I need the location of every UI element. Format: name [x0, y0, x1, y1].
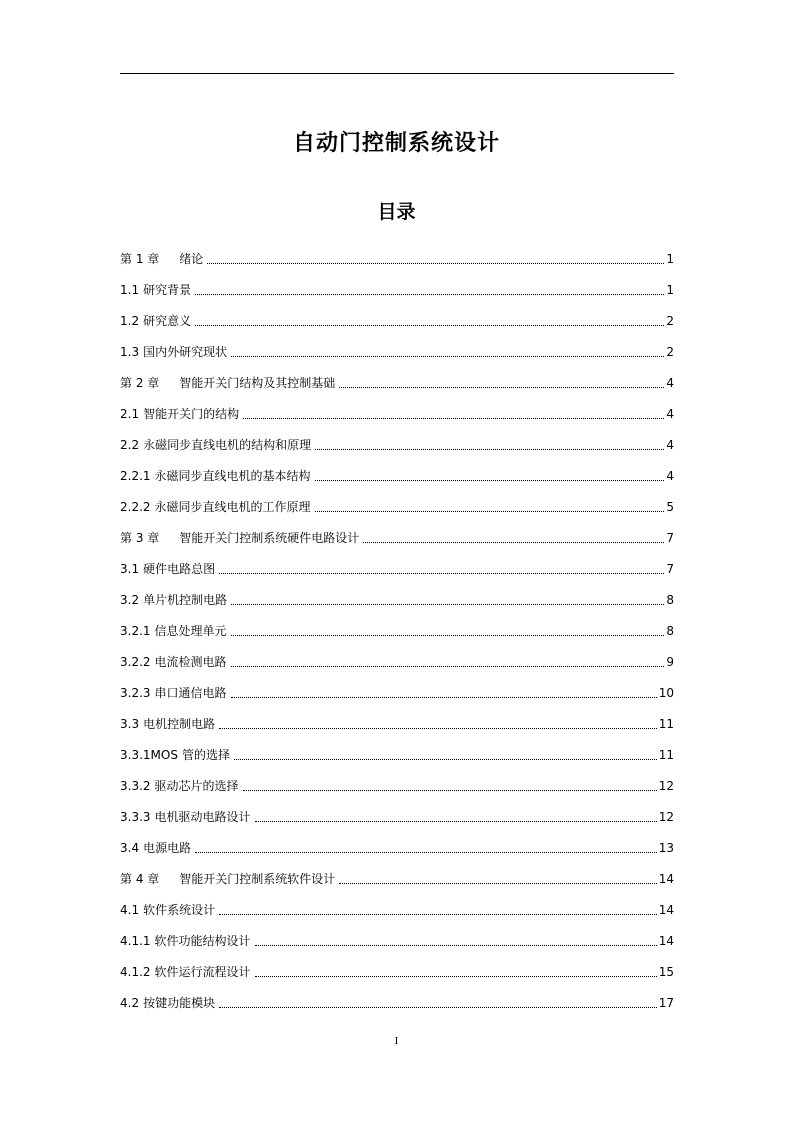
toc-entry-text [120, 311, 193, 331]
toc-entry[interactable] [120, 269, 674, 300]
toc-entry-text [120, 342, 229, 362]
toc-entry-number: 2.2.1 [120, 469, 151, 483]
toc-entry-text [120, 869, 337, 889]
toc-entry[interactable] [120, 641, 674, 672]
toc-entry-label: 电机控制电路 [143, 717, 216, 731]
toc-entry-page: 15 [658, 965, 674, 979]
toc-entry-text [120, 590, 229, 610]
toc-entry-number: 3.3.1MOS [120, 748, 178, 762]
toc-entry-page: 11 [658, 717, 674, 731]
toc-dot-leader [315, 480, 665, 481]
toc-dot-leader [255, 821, 657, 822]
toc-entry-label: 管的选择 [181, 748, 230, 762]
toc-entry[interactable] [120, 579, 674, 610]
toc-heading: 目录 [377, 201, 416, 223]
toc-entry-label: 单片机控制电路 [143, 593, 228, 607]
toc-entry-text [120, 838, 193, 858]
toc-entry-text [120, 962, 253, 982]
toc-dot-leader [231, 697, 657, 698]
toc-entry-number: 3.2 [120, 593, 140, 607]
toc-dot-leader [219, 914, 657, 915]
toc-entry[interactable] [120, 393, 674, 424]
toc-entry[interactable] [120, 331, 674, 362]
toc-dot-leader [339, 883, 656, 884]
toc-entry-text [120, 497, 313, 517]
toc-entry[interactable] [120, 765, 674, 796]
toc-entry[interactable] [120, 858, 674, 889]
toc-entry-label: 电源电路 [143, 841, 192, 855]
toc-entry-text [120, 621, 229, 641]
toc-entry-number: 3.2.3 [120, 686, 151, 700]
toc-entry-page: 11 [658, 748, 674, 762]
toc-entry-number: 2.2.2 [120, 500, 151, 514]
toc-entry-label: 驱动芯片的选择 [154, 779, 239, 793]
toc-dot-leader [231, 666, 665, 667]
document-title: 自动门控制系统设计 [292, 131, 500, 156]
toc-entry-label: 智能开关门控制系统硬件电路设计 [179, 531, 360, 545]
toc-entry[interactable] [120, 455, 674, 486]
toc-entry-label: 信息处理单元 [154, 624, 227, 638]
toc-entry-text [120, 683, 229, 703]
toc-dot-leader [219, 1007, 657, 1008]
toc-entry-page: 14 [658, 903, 674, 917]
toc-dot-leader [231, 635, 665, 636]
toc-dot-leader [255, 976, 657, 977]
toc-entry-text [120, 249, 205, 269]
toc-entry[interactable] [120, 610, 674, 641]
toc-entry[interactable] [120, 486, 674, 517]
toc-entry-page: 2 [666, 314, 674, 328]
toc-entry-label: 智能开关门控制系统软件设计 [179, 872, 336, 886]
toc-dot-leader [231, 604, 664, 605]
toc-entry-text [120, 745, 232, 765]
toc-entry-number: 3.2.1 [120, 624, 151, 638]
toc-entry-page: 7 [666, 562, 674, 576]
toc-entry-number: 2.1 [120, 407, 140, 421]
toc-dot-leader [315, 449, 664, 450]
toc-entry-text [120, 280, 193, 300]
toc-entry-number: 2.2 [120, 438, 140, 452]
toc-dot-leader [231, 356, 664, 357]
toc-entry-text [120, 559, 217, 579]
toc-entry-page: 8 [666, 593, 674, 607]
toc-entry-page: 14 [658, 872, 674, 886]
toc-entry-number: 第 3 章 [120, 531, 160, 545]
toc-entry-label: 电流检测电路 [154, 655, 227, 669]
toc-entry-number: 3.4 [120, 841, 140, 855]
toc-entry[interactable] [120, 827, 674, 858]
toc-entry[interactable] [120, 889, 674, 920]
toc-entry-text [120, 404, 241, 424]
toc-entry-page: 9 [666, 655, 674, 669]
toc-entry-page: 10 [658, 686, 674, 700]
toc-entry-label: 软件系统设计 [143, 903, 216, 917]
toc-dot-leader [195, 325, 664, 326]
toc-entry-label: 永磁同步直线电机的结构和原理 [143, 438, 312, 452]
toc-entry[interactable] [120, 796, 674, 827]
toc-entry-number: 3.1 [120, 562, 140, 576]
toc-entry-text [120, 993, 217, 1013]
toc-entry-page: 12 [658, 810, 674, 824]
toc-entry-page: 1 [666, 283, 674, 297]
toc-dot-leader [234, 759, 657, 760]
toc-entry-number: 3.3.2 [120, 779, 151, 793]
toc-entry-text [120, 466, 313, 486]
toc-entry-number: 4.2 [120, 996, 140, 1010]
toc-entry-number: 3.3 [120, 717, 140, 731]
toc-entry-number: 1.2 [120, 314, 140, 328]
toc-entry-label: 绪论 [179, 252, 204, 266]
toc-dot-leader [219, 728, 657, 729]
toc-entry[interactable] [120, 300, 674, 331]
toc-entry-label: 智能开关门的结构 [143, 407, 240, 421]
page-number: I [394, 1035, 399, 1047]
toc-entry-text [120, 714, 217, 734]
toc-entry-text [120, 652, 229, 672]
toc-entry-page: 8 [666, 624, 674, 638]
header-rule [120, 73, 674, 74]
toc-entry-text [120, 528, 361, 548]
toc-entry-number: 第 1 章 [120, 252, 160, 266]
toc-entry-label: 国内外研究现状 [143, 345, 228, 359]
toc-entry-label: 软件功能结构设计 [154, 934, 251, 948]
toc-entry-label: 电机驱动电路设计 [154, 810, 251, 824]
toc-dot-leader [243, 790, 657, 791]
toc-entry-label: 永磁同步直线电机的基本结构 [154, 469, 311, 483]
toc-entry[interactable] [120, 517, 674, 548]
toc-entry[interactable] [120, 362, 674, 393]
toc-entry-label: 永磁同步直线电机的工作原理 [154, 500, 311, 514]
toc-entry-text [120, 776, 241, 796]
toc-entry-page: 4 [666, 469, 674, 483]
toc-entry-text [120, 435, 313, 455]
toc-dot-leader [219, 573, 664, 574]
toc-entry-number: 1.1 [120, 283, 140, 297]
toc-entry[interactable] [120, 951, 674, 982]
toc-entry-page: 5 [666, 500, 674, 514]
toc-entry-page: 4 [666, 438, 674, 452]
toc-entry-label: 智能开关门结构及其控制基础 [179, 376, 336, 390]
toc-entry-number: 1.3 [120, 345, 140, 359]
toc-entry-number: 3.2.2 [120, 655, 151, 669]
toc-dot-leader [195, 294, 664, 295]
toc-entry-number: 4.1.2 [120, 965, 151, 979]
toc-entry-number: 3.3.3 [120, 810, 151, 824]
toc-entry-label: 研究意义 [143, 314, 192, 328]
toc-entry[interactable] [120, 238, 674, 269]
toc-entry-page: 1 [666, 252, 674, 266]
toc-entry-number: 4.1 [120, 903, 140, 917]
toc-entry[interactable] [120, 424, 674, 455]
toc-dot-leader [195, 852, 657, 853]
toc-entry[interactable] [120, 548, 674, 579]
toc-entry[interactable] [120, 982, 674, 1013]
toc-entry-number: 4.1.1 [120, 934, 151, 948]
toc-entry-page: 14 [658, 934, 674, 948]
toc-dot-leader [207, 263, 664, 264]
toc-entry-page: 17 [658, 996, 674, 1010]
toc-entry-label: 硬件电路总图 [143, 562, 216, 576]
toc-entry-page: 4 [666, 407, 674, 421]
toc-entry-label: 按键功能模块 [143, 996, 216, 1010]
toc-entry-label: 串口通信电路 [154, 686, 227, 700]
toc-entry-page: 7 [666, 531, 674, 545]
toc-entry[interactable] [120, 703, 674, 734]
toc-entry-page: 13 [658, 841, 674, 855]
toc-entry-label: 软件运行流程设计 [154, 965, 251, 979]
toc-entry[interactable] [120, 672, 674, 703]
toc-entry-text [120, 807, 253, 827]
toc-entry-number: 第 2 章 [120, 376, 160, 390]
toc-dot-leader [339, 387, 664, 388]
toc-entry-text [120, 931, 253, 951]
toc-entry-page: 2 [666, 345, 674, 359]
toc-entry-label: 研究背景 [143, 283, 192, 297]
toc-entry-number: 第 4 章 [120, 872, 160, 886]
toc-dot-leader [363, 542, 664, 543]
table-of-contents [120, 238, 674, 1013]
toc-dot-leader [243, 418, 664, 419]
toc-entry-page: 4 [666, 376, 674, 390]
toc-dot-leader [255, 945, 657, 946]
toc-entry[interactable] [120, 920, 674, 951]
toc-entry[interactable] [120, 734, 674, 765]
toc-entry-page: 12 [658, 779, 674, 793]
toc-entry-text [120, 900, 217, 920]
toc-entry-text [120, 373, 337, 393]
toc-dot-leader [315, 511, 665, 512]
